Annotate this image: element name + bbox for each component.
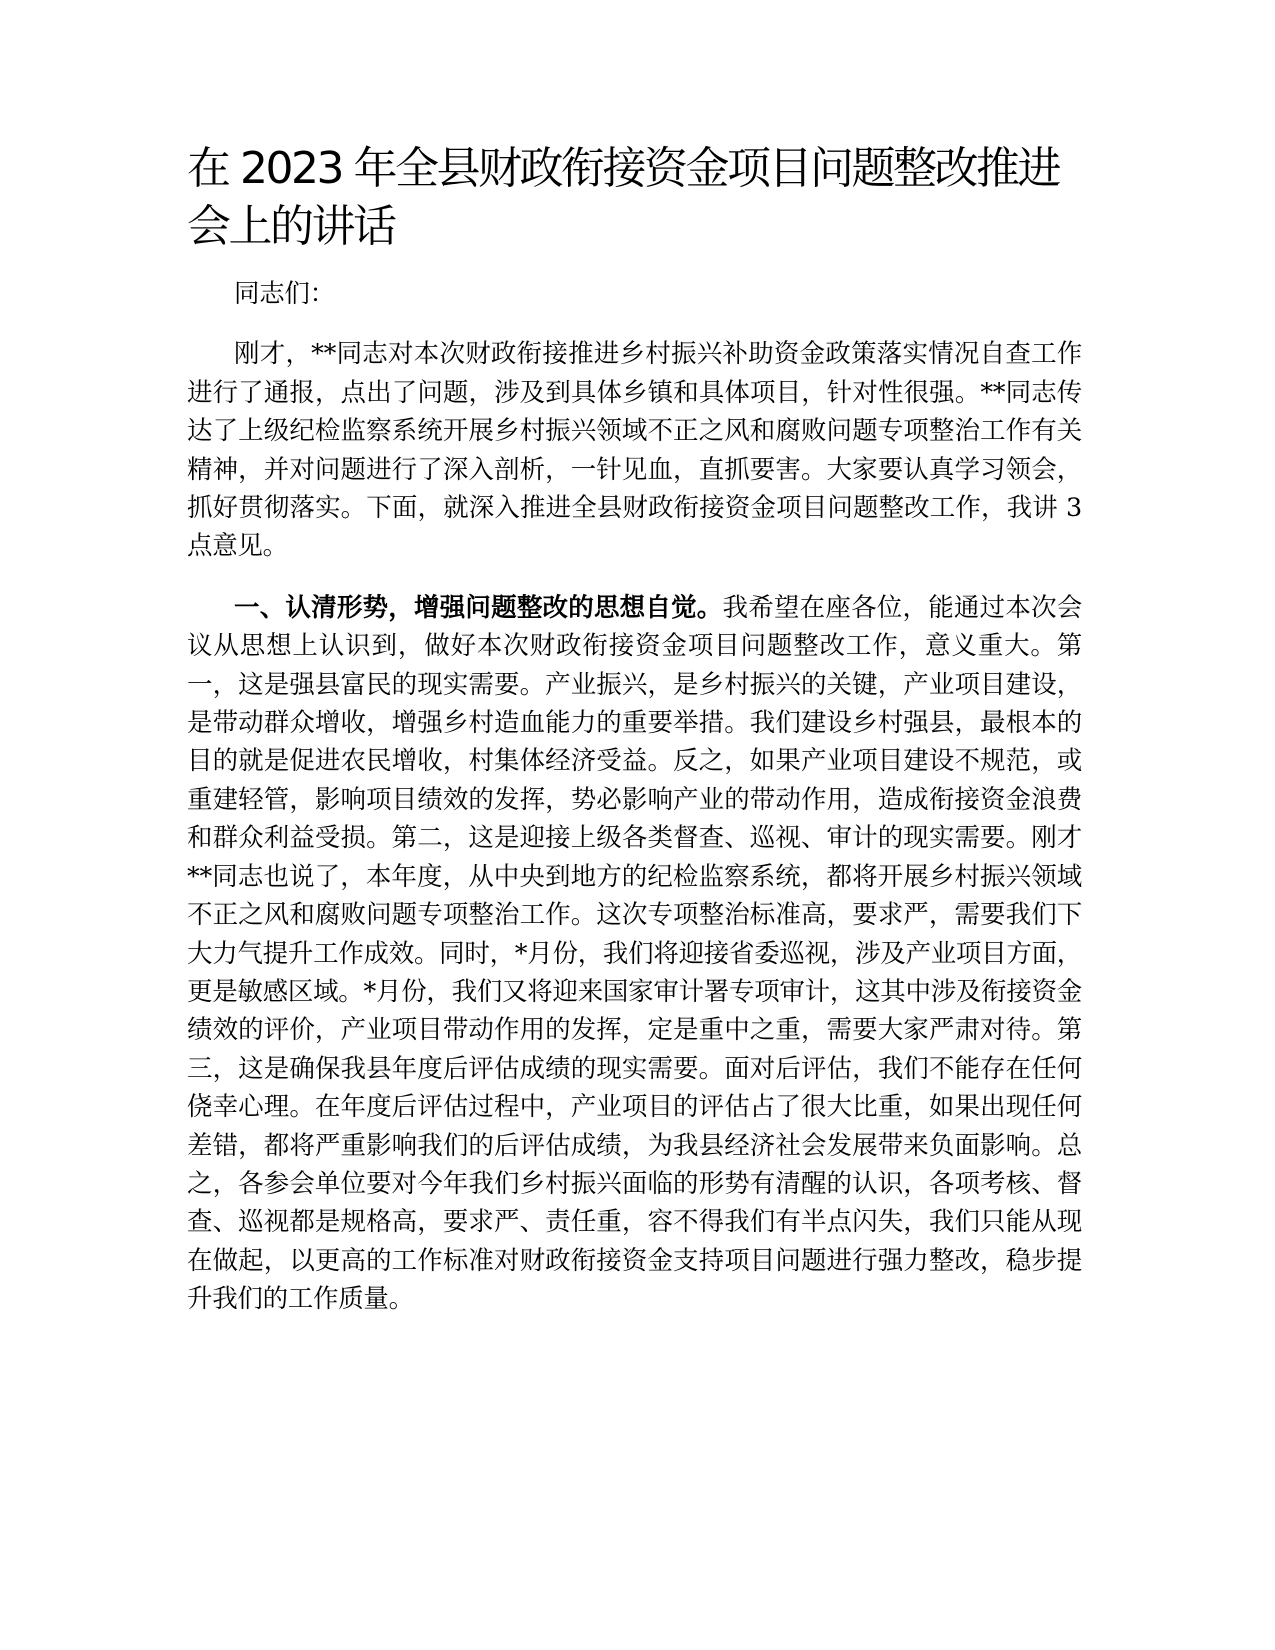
section-one-heading: 一、认清形势，增强问题整改的思想自觉。	[234, 592, 723, 623]
section-one-body: 我希望在座各位，能通过本次会议从思想上认识到，做好本次财政衔接资金项目问题整改工作，意义重大。第一，这是强县富民的现实需要。产业振兴，是乡村振兴的关键，产业项目建设，是带动群众增收，增强乡村造血能力的重要举措。我们建设乡村强县，最根本的目的就是促进农民增收，村集体经济受益。反之，如果产业项目建设不规范，或重建轻管，影响项目绩效的发挥，势必影响产业的带动作用，造成衔接资金浪费和群众利益受损。第二，这是迎接上级各类督查、巡视、审计的现实需要。刚才**同志也说了，本年度，从中央到地方的纪检监察系统，都将开展乡村振兴领域不正之风和腐败问题专项整治工作。这次专项整治标准高，要求严，需要我们下大力气提升工作成效。同时，*月份，我们将迎接省委巡视，涉及产业项目方面，更是敏感区域。*月份，我们又将迎来国家审计署专项审计，这其中涉及衔接资金绩效的评价，产业项目带动作用的发挥，定是重中之重，需要大家严肃对待。第三，这是确保我县年度后评估成绩的现实需要。面对后评估，我们不能存在任何侥幸心理。在年度后评估过程中，产业项目的评估占了很大比重，如果出现任何差错，都将严重影响我们的后评估成绩，为我县经济社会发展带来负面影响。总之，各参会单位要对今年我们乡村振兴面临的形势有清醒的认识，各项考核、督查、巡视都是规格高，要求严、责任重，容不得我们有半点闪失，我们只能从现在做起，以更高的工作标准对财政衔接资金支持项目问题进行强力整改，稳步提升我们的工作质量。	[187, 592, 1082, 1315]
intro-paragraph: 刚才，**同志对本次财政衔接推进乡村振兴补助资金政策落实情况自查工作进行了通报，点出了问题，涉及到具体乡镇和具体项目，针对性很强。**同志传达了上级纪检监察系统开展乡村振兴领域不正之风和腐败问题专项整治工作有关精神，并对问题进行了深入剖析，一针见血，直抓要害。大家要认真学习领会，抓好贯彻落实。下面，就深入推进全县财政衔接资金项目问题整改工作，我讲 3 点意见。	[187, 339, 1082, 562]
document-page	[187, 140, 1082, 1319]
salutation: 同志们：	[234, 279, 335, 309]
section-one-paragraph	[187, 589, 1082, 1319]
document-title: 在 2023 年全县财政衔接资金项目问题整改推进会上的讲话	[187, 143, 1059, 252]
